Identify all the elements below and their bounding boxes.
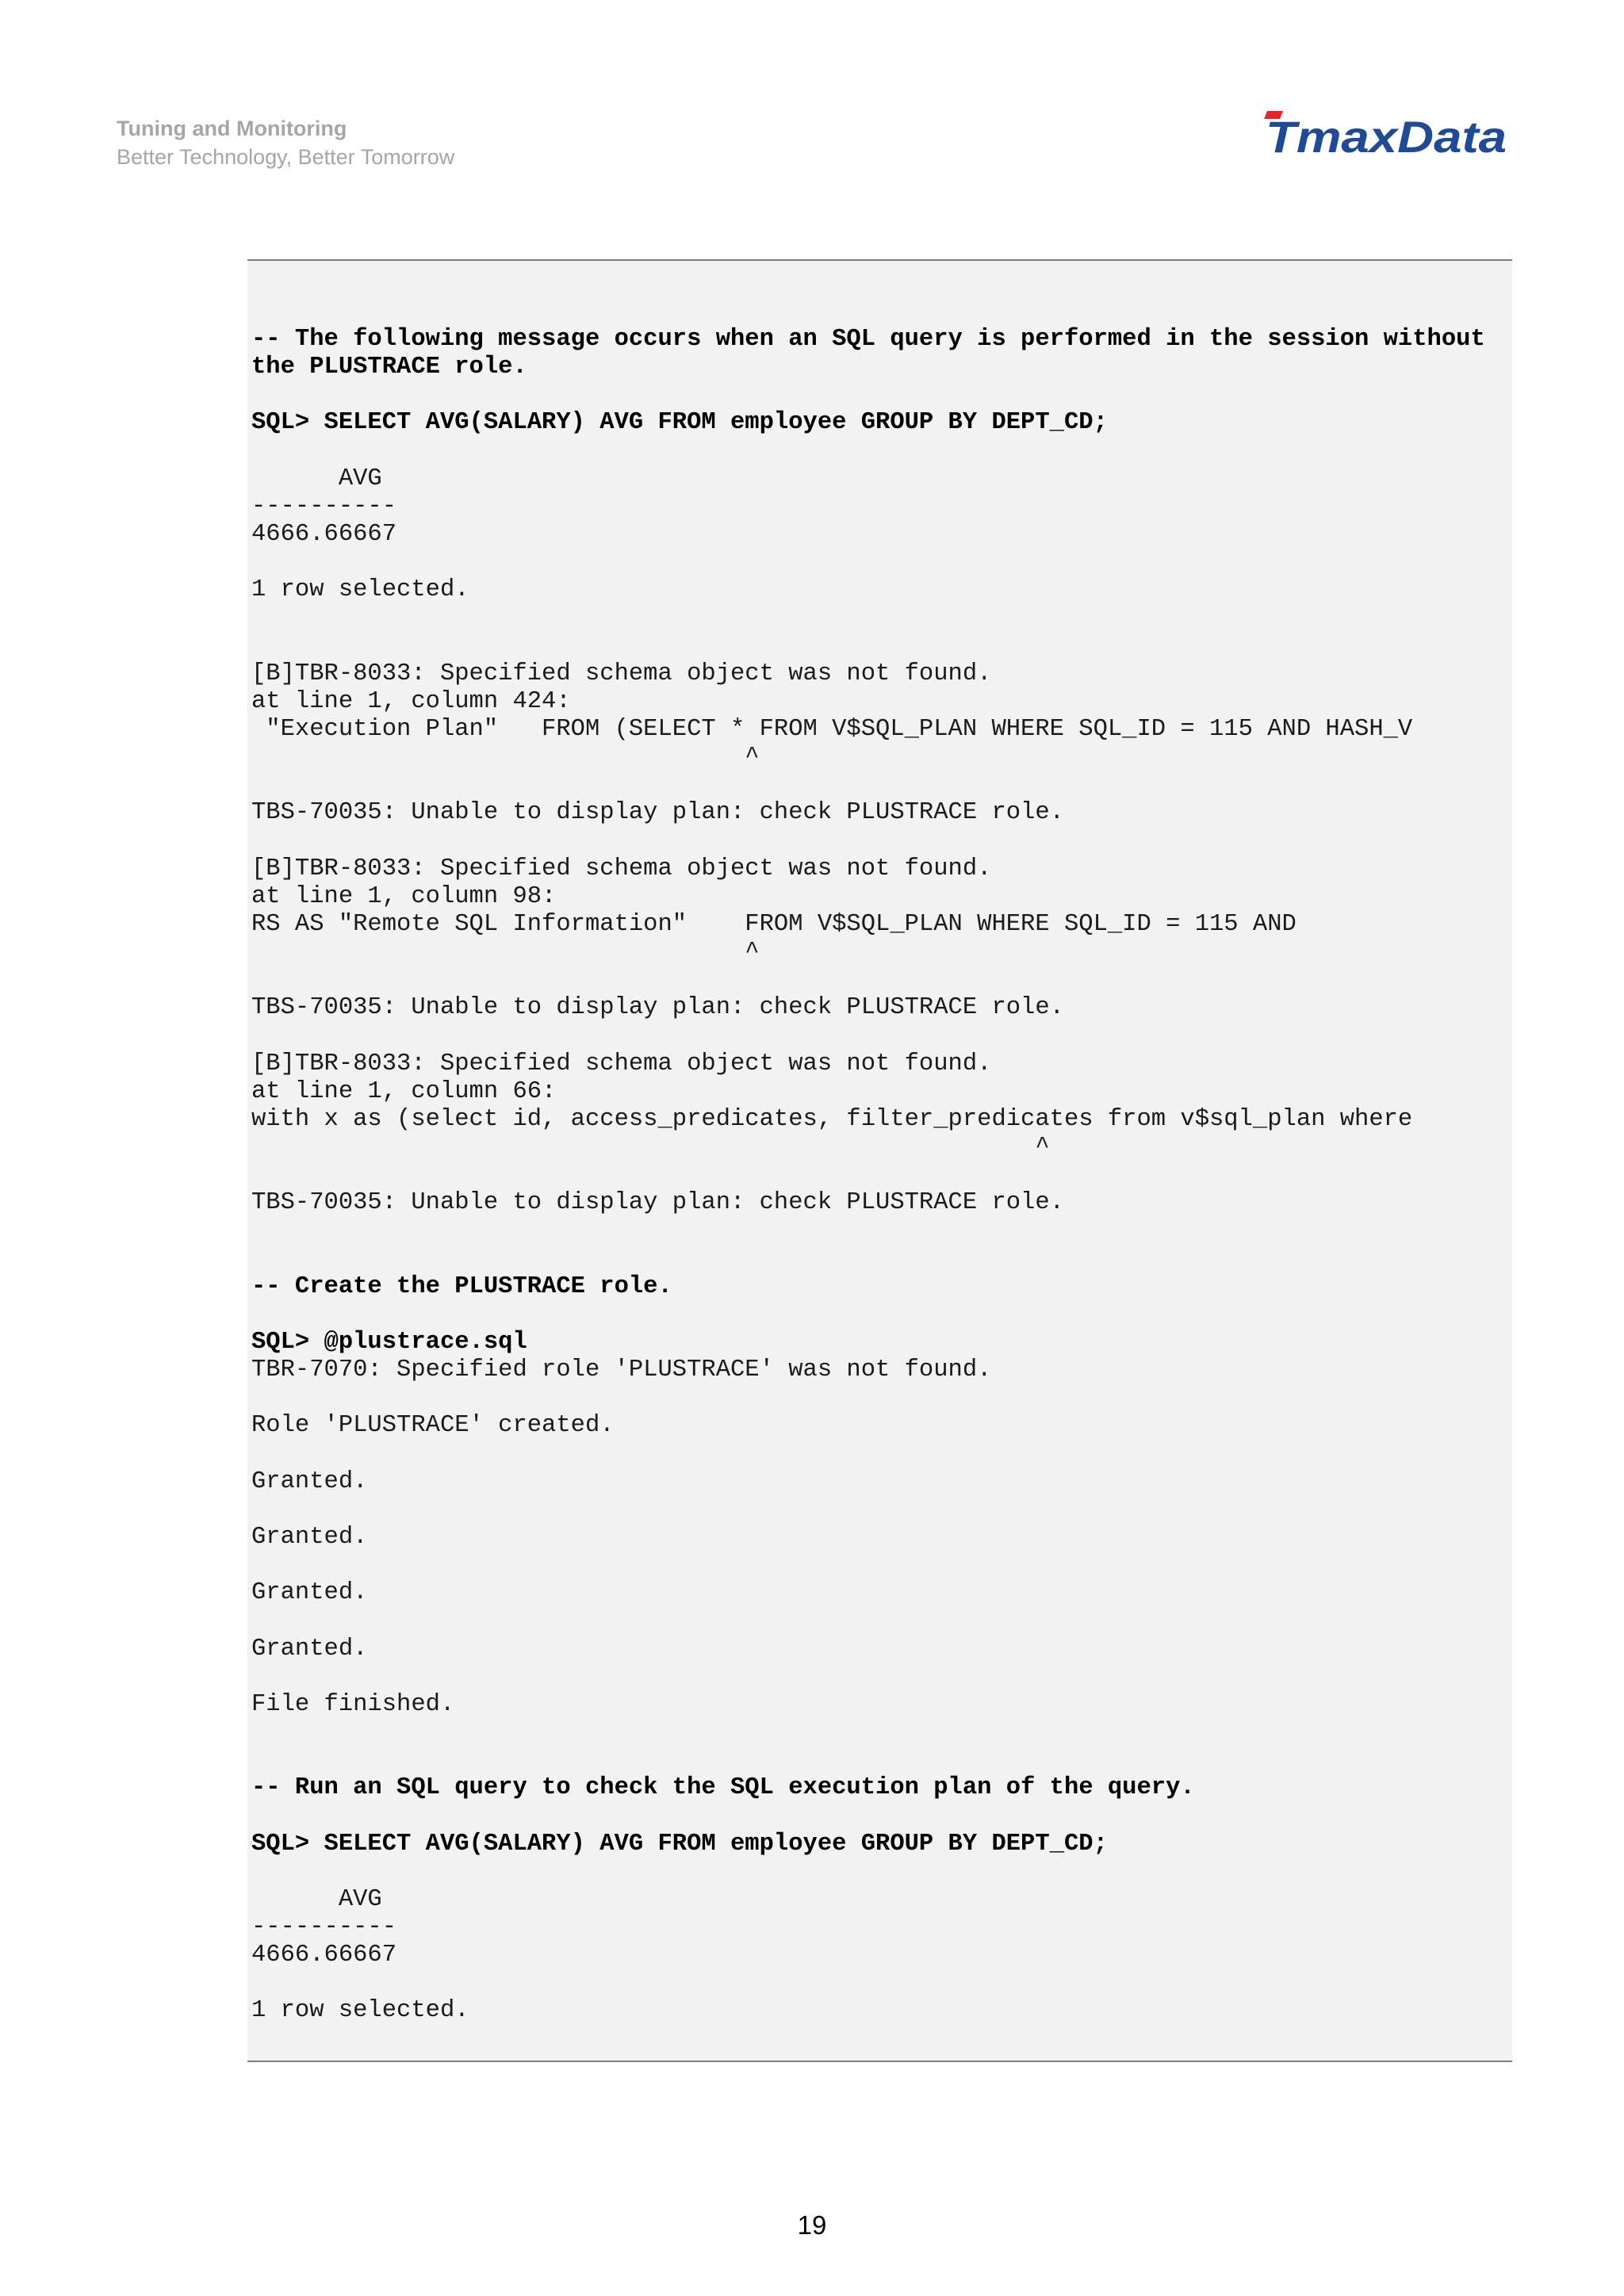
code-output-line: RS AS "Remote SQL Information" FROM V$SQL_PLAN WHERE SQL_ID = 115 AND xyxy=(251,910,1297,938)
code-output-line: at line 1, column 424: xyxy=(251,687,571,715)
code-output-line: 4666.66667 xyxy=(251,520,397,548)
code-comment-line: -- Run an SQL query to check the SQL execution plan of the query. xyxy=(251,1774,1195,1802)
tmaxdata-logo xyxy=(1262,108,1510,159)
code-output-line xyxy=(251,1747,1485,1774)
code-output-line: [B]TBR-8033: Specified schema object was not found. xyxy=(251,855,992,882)
code-output-line: Granted. xyxy=(251,1468,368,1495)
code-output-line: with x as (select id, access_predicates, filter_predicates from v$sql_plan where xyxy=(251,1105,1413,1133)
code-output-line: TBS-70035: Unable to display plan: check PLUSTRACE role. xyxy=(251,1189,1064,1217)
code-output-line: at line 1, column 98: xyxy=(251,882,557,910)
code-output-line xyxy=(251,549,1485,576)
code-comment-line: SQL> SELECT AVG(SALARY) AVG FROM employee GROUP BY DEPT_CD; xyxy=(251,1830,1108,1858)
logo-wordmark: TmaxData xyxy=(1266,112,1507,159)
code-comment-line: -- Create the PLUSTRACE role. xyxy=(251,1272,672,1300)
code-output-line: [B]TBR-8033: Specified schema object was not found. xyxy=(251,1050,992,1077)
code-output-line: ^ xyxy=(251,1134,1050,1161)
code-output-line xyxy=(251,1858,1485,1886)
code-output-line: Role 'PLUSTRACE' created. xyxy=(251,1412,615,1440)
code-output-line: ---------- xyxy=(251,1914,397,1942)
code-output-line: ^ xyxy=(251,939,760,966)
header-title: Tuning and Monitoring xyxy=(117,117,347,140)
code-output-line: TBS-70035: Unable to display plan: check PLUSTRACE role. xyxy=(251,799,1064,827)
code-example-box xyxy=(247,259,1512,2062)
document-header xyxy=(117,114,454,171)
code-output-line xyxy=(251,1161,1485,1189)
code-output-line xyxy=(251,1496,1485,1524)
code-output-line xyxy=(251,966,1485,994)
code-output-line: [B]TBR-8033: Specified schema object was not found. xyxy=(251,660,992,687)
code-output-line: at line 1, column 66: xyxy=(251,1077,557,1105)
code-output-line xyxy=(251,1552,1485,1579)
code-output-line xyxy=(251,381,1485,409)
code-output-line: 4666.66667 xyxy=(251,1942,397,1969)
code-output-line xyxy=(251,1301,1485,1329)
code-output-line: 1 row selected. xyxy=(251,1997,469,2025)
code-output-line: "Execution Plan" FROM (SELECT * FROM V$SQL_PLAN WHERE SQL_ID = 115 AND HASH_V xyxy=(251,715,1413,743)
code-output-line: ^ xyxy=(251,744,760,771)
code-output-line xyxy=(251,1384,1485,1412)
code-output-line: TBR-7070: Specified role 'PLUSTRACE' was not found. xyxy=(251,1357,992,1384)
code-output-line: AVG xyxy=(251,1885,382,1913)
code-output-line xyxy=(251,1719,1485,1747)
code-output-line xyxy=(251,633,1485,660)
code-output-line: TBS-70035: Unable to display plan: check PLUSTRACE role. xyxy=(251,994,1064,1022)
code-output-line xyxy=(251,604,1485,632)
code-output-line: 1 row selected. xyxy=(251,576,469,604)
header-subtitle: Better Technology, Better Tomorrow xyxy=(117,145,455,169)
page-number: 19 xyxy=(797,2210,827,2240)
code-block xyxy=(251,326,1485,2026)
code-comment-line: the PLUSTRACE role. xyxy=(251,354,527,381)
code-output-line xyxy=(251,438,1485,465)
code-output-line xyxy=(251,1218,1485,1246)
code-output-line xyxy=(251,771,1485,799)
code-output-line xyxy=(251,1607,1485,1635)
code-output-line xyxy=(251,1663,1485,1691)
code-output-line: ---------- xyxy=(251,492,397,520)
code-output-line xyxy=(251,1441,1485,1468)
code-comment-line: -- The following message occurs when an SQL query is performed in the session without xyxy=(251,326,1485,353)
code-output-line xyxy=(251,828,1485,855)
code-output-line: Granted. xyxy=(251,1524,368,1552)
code-output-line xyxy=(251,1246,1485,1273)
code-output-line: File finished. xyxy=(251,1690,455,1718)
code-output-line xyxy=(251,1802,1485,1830)
code-output-line xyxy=(251,1023,1485,1050)
code-comment-line: SQL> @plustrace.sql xyxy=(251,1329,527,1357)
code-output-line: Granted. xyxy=(251,1635,368,1663)
code-output-line: AVG xyxy=(251,465,382,492)
code-output-line xyxy=(251,1969,1485,1997)
code-output-line: Granted. xyxy=(251,1579,368,1607)
code-comment-line: SQL> SELECT AVG(SALARY) AVG FROM employee GROUP BY DEPT_CD; xyxy=(251,409,1108,437)
